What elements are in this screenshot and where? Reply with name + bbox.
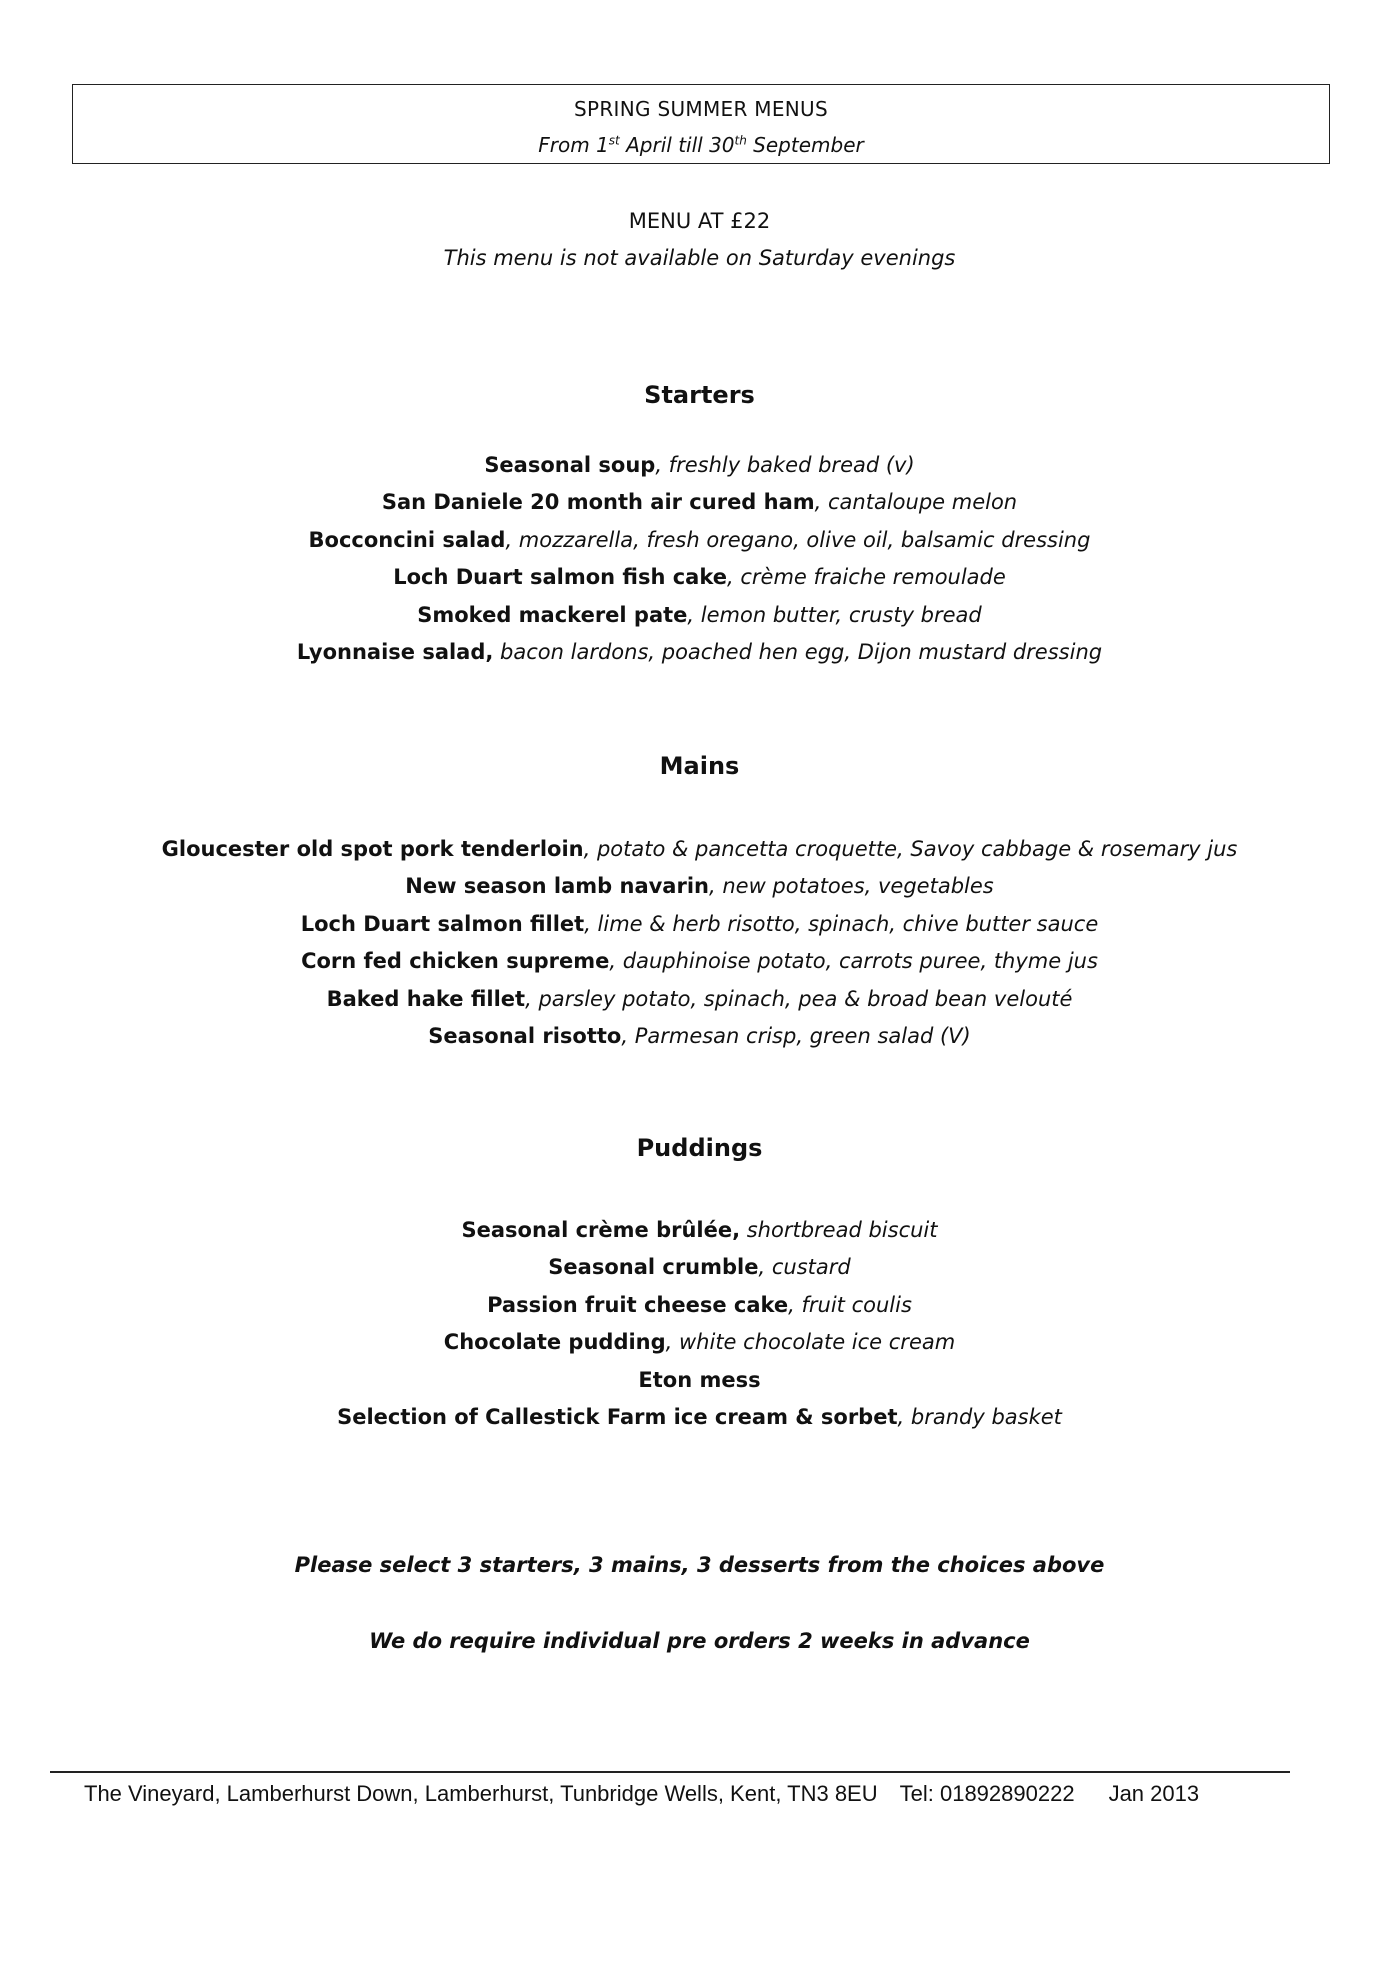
- footer-divider: [50, 1771, 1290, 1773]
- footer-date: Jan 2013: [1108, 1781, 1200, 1806]
- list-item: Eton mess: [638, 1367, 761, 1392]
- list-item: Corn fed chicken supreme, dauphinoise potato, carrots puree, thyme jus: [301, 949, 1098, 974]
- list-item: Lyonnaise salad, bacon lardons, poached hen egg, Dijon mustard dressing: [296, 639, 1103, 664]
- list-item: Loch Duart salmon fillet, lime & herb risotto, spinach, chive butter sauce: [300, 911, 1099, 936]
- footer-phone: Tel: 01892890222: [899, 1781, 1075, 1806]
- list-item: Smoked mackerel pate, lemon butter, crusty bread: [417, 602, 982, 627]
- menu-date-range: From 1st April till 30th September: [538, 133, 864, 157]
- mains-heading: Mains: [659, 752, 740, 780]
- selection-note: Please select 3 starters, 3 mains, 3 desserts from the choices above: [294, 1553, 1105, 1577]
- list-item: New season lamb navarin, new potatoes, vegetables: [405, 874, 994, 899]
- puddings-list: [0, 1212, 1399, 1436]
- starters-list: [0, 447, 1399, 671]
- puddings-heading: Puddings: [636, 1134, 763, 1162]
- list-item: Passion fruit cheese cake, fruit coulis: [487, 1292, 912, 1317]
- menu-price: MENU AT £22: [628, 209, 771, 233]
- list-item: Bocconcini salad, mozzarella, fresh oregano, olive oil, balsamic dressing: [308, 527, 1091, 552]
- list-item: Chocolate pudding, white chocolate ice cream: [443, 1330, 956, 1355]
- preorder-note: We do require individual pre orders 2 weeks in advance: [369, 1629, 1030, 1653]
- footer-address: The Vineyard, Lamberhurst Down, Lamberhurst, Tunbridge Wells, Kent, TN3 8EU: [84, 1781, 878, 1806]
- list-item: Baked hake fillet, parsley potato, spinach, pea & broad bean velouté: [326, 986, 1073, 1011]
- footer: [84, 1781, 1324, 1807]
- list-item: Selection of Callestick Farm ice cream & sorbet, brandy basket: [337, 1404, 1062, 1429]
- availability-note: This menu is not available on Saturday evenings: [443, 246, 956, 270]
- list-item: Gloucester old spot pork tenderloin, potato & pancetta croquette, Savoy cabbage & rosemary jus: [161, 837, 1238, 861]
- list-item: Seasonal soup, freshly baked bread (v): [484, 453, 915, 477]
- title-box: [72, 84, 1330, 164]
- list-item: San Daniele 20 month air cured ham, cantaloupe melon: [381, 490, 1018, 515]
- list-item: Seasonal risotto, Parmesan crisp, green salad (V): [428, 1023, 971, 1048]
- menu-title: SPRING SUMMER MENUS: [574, 97, 828, 121]
- starters-heading: Starters: [644, 381, 755, 409]
- list-item: Seasonal crème brûlée, shortbread biscuit: [461, 1218, 938, 1242]
- list-item: Seasonal crumble, custard: [548, 1255, 851, 1280]
- list-item: Loch Duart salmon fish cake, crème fraiche remoulade: [393, 565, 1006, 590]
- mains-list: [0, 831, 1399, 1055]
